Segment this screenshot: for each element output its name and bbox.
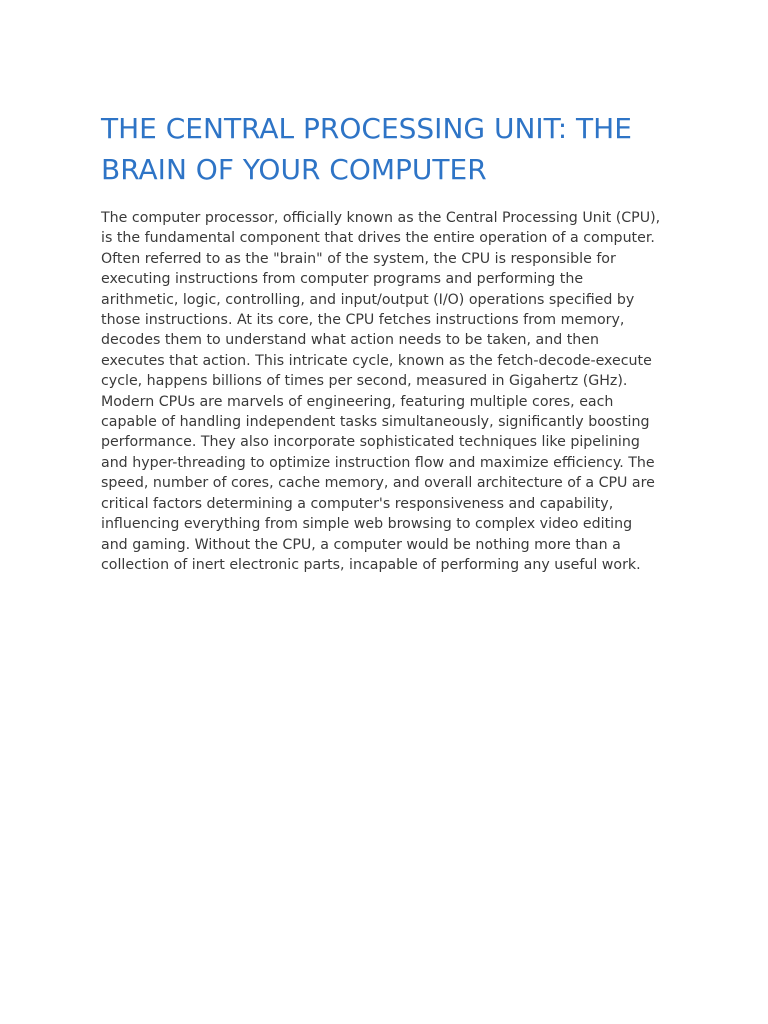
body-line: critical factors determining a computer's responsiveness and capability, (101, 495, 614, 512)
body-line: executing instructions from computer programs and performing the (101, 271, 584, 288)
body-line: capable of handling independent tasks simultaneously, significantly boosting (101, 414, 650, 431)
body-line: those instructions. At its core, the CPU fetches instructions from memory, (101, 312, 625, 329)
body-line: decodes them to understand what action needs to be taken, and then (101, 332, 600, 349)
title-line: THE CENTRAL PROCESSING UNIT: THE (101, 112, 632, 145)
body-line: collection of inert electronic parts, incapable of performing any useful work. (101, 556, 641, 573)
page-title (101, 108, 681, 190)
body-line: is the fundamental component that drives the entire operation of a computer. (101, 230, 655, 247)
body-line: and gaming. Without the CPU, a computer would be nothing more than a (101, 536, 621, 553)
body-line: executes that action. This intricate cycle, known as the fetch-decode-execute (101, 352, 652, 369)
body-line: cycle, happens billions of times per second, measured in Gigahertz (GHz). (101, 373, 628, 390)
body-line: speed, number of cores, cache memory, and overall architecture of a CPU are (101, 475, 655, 492)
body-line: The computer processor, officially known as the Central Processing Unit (CPU), (101, 210, 661, 226)
body-line: and hyper-threading to optimize instruction flow and maximize efficiency. The (101, 454, 655, 471)
body-paragraph (101, 208, 669, 575)
title-line: BRAIN OF YOUR COMPUTER (101, 153, 487, 186)
body-line: influencing everything from simple web browsing to complex video editing (101, 516, 633, 533)
body-line: performance. They also incorporate sophisticated techniques like pipelining (101, 434, 640, 451)
body-line: arithmetic, logic, controlling, and input/output (I/O) operations specified by (101, 291, 635, 308)
body-line: Often referred to as the "brain" of the system, the CPU is responsible for (101, 250, 616, 267)
body-line: Modern CPUs are marvels of engineering, featuring multiple cores, each (101, 393, 614, 410)
